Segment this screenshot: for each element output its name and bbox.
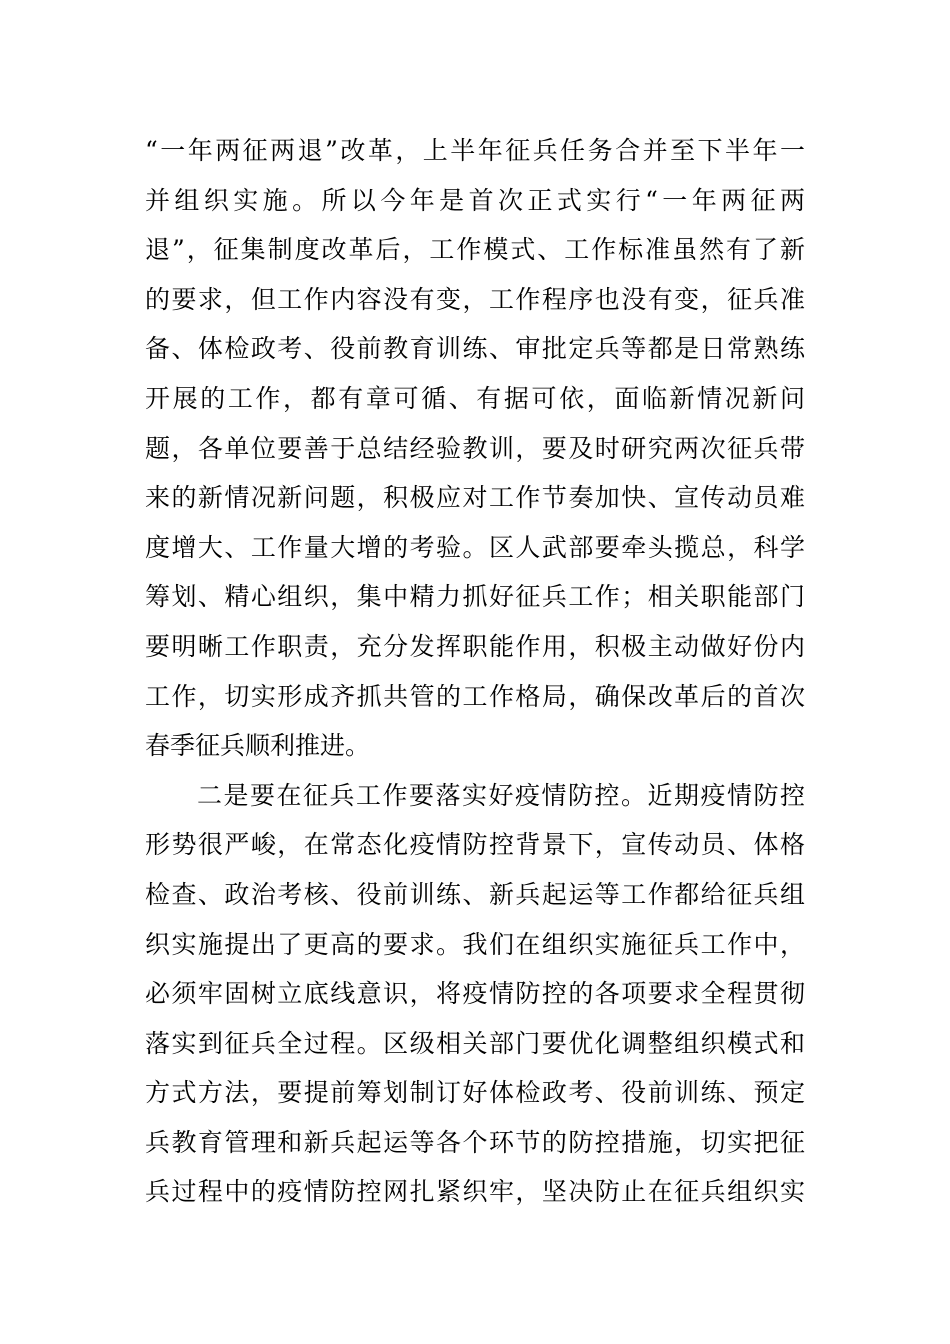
paragraph-end-line: 春季征兵顺利推进。 [145, 731, 371, 761]
text-line: 退”，征集制度改革后，工作模式、工作标准虽然有了新 [145, 235, 805, 265]
text-line: 兵教育管理和新兵起运等各个环节的防控措施，切实把征 [145, 1127, 805, 1157]
paragraph-first-line: 二是要在征兵工作要落实好疫情防控。近期疫情防控 [197, 780, 805, 810]
text-line: 度增大、工作量大增的考验。区人武部要牵头揽总，科学 [145, 532, 805, 562]
text-line: 工作，切实形成齐抓共管的工作格局，确保改革后的首次 [145, 681, 805, 711]
text-line: 落实到征兵全过程。区级相关部门要优化调整组织模式和 [145, 1028, 805, 1058]
text-line: 方式方法，要提前筹划制订好体检政考、役前训练、预定 [145, 1078, 805, 1108]
text-line: 兵过程中的疫情防控网扎紧织牢，坚决防止在征兵组织实 [145, 1177, 805, 1207]
text-line: 筹划、精心组织，集中精力抓好征兵工作；相关职能部门 [145, 582, 805, 612]
text-line: 的要求，但工作内容没有变，工作程序也没有变，征兵准 [145, 284, 805, 314]
text-line: 题，各单位要善于总结经验教训，要及时研究两次征兵带 [145, 433, 805, 463]
text-line: 开展的工作，都有章可循、有据可依，面临新情况新问 [145, 383, 805, 413]
text-line: 必须牢固树立底线意识，将疫情防控的各项要求全程贯彻 [145, 979, 805, 1009]
body-text [145, 126, 805, 1217]
text-line: 织实施提出了更高的要求。我们在组织实施征兵工作中， [145, 929, 805, 959]
text-line: 来的新情况新问题，积极应对工作节奏加快、宣传动员难 [145, 483, 805, 513]
text-line: 并组织实施。所以今年是首次正式实行“一年两征两 [145, 185, 805, 215]
text-line: 检查、政治考核、役前训练、新兵起运等工作都给征兵组 [145, 879, 805, 909]
text-line: 要明晰工作职责，充分发挥职能作用，积极主动做好份内 [145, 631, 805, 661]
text-line: 备、体检政考、役前教育训练、审批定兵等都是日常熟练 [145, 334, 805, 364]
text-line: “一年两征两退”改革，上半年征兵任务合并至下半年一 [145, 136, 805, 165]
text-line: 形势很严峻，在常态化疫情防控背景下，宣传动员、体格 [145, 830, 805, 860]
